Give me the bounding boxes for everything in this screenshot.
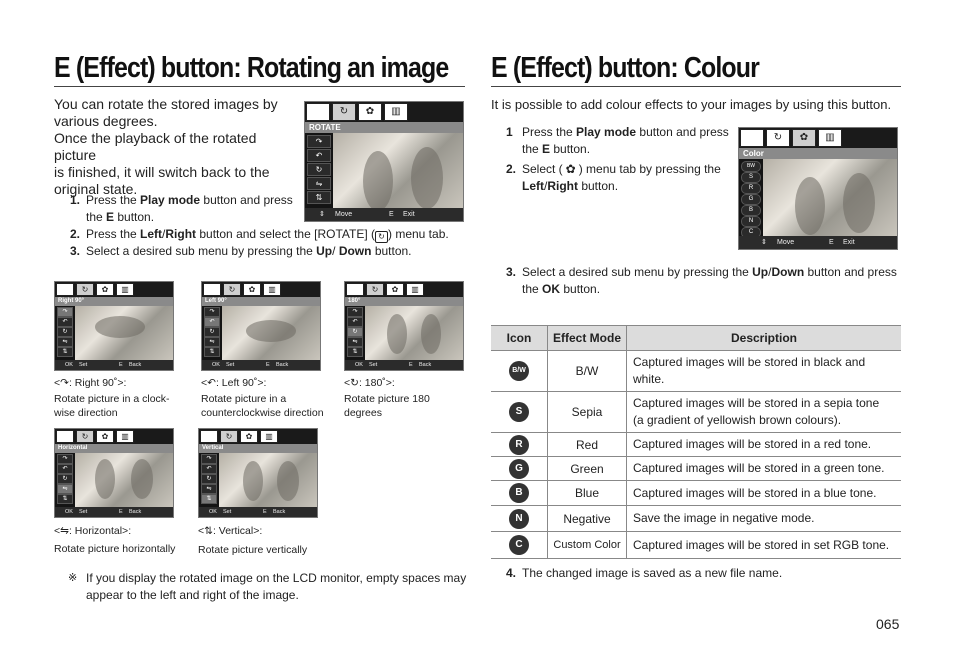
- right-90-icon[interactable]: ↷: [347, 307, 363, 317]
- sample-photo: [75, 453, 173, 507]
- vertical-flip-icon: ⇅: [204, 525, 213, 537]
- intro-line: You can rotate the stored images by: [54, 96, 278, 112]
- lcd-footer: OK Set E Back: [345, 360, 463, 370]
- page-number: 065: [876, 616, 900, 632]
- right-90-icon[interactable]: ↷: [57, 307, 73, 317]
- left-90-icon[interactable]: ↶: [57, 464, 73, 474]
- palette-tab-icon: ✿: [386, 283, 404, 296]
- description-cell: Save the image in negative mode.: [627, 506, 902, 532]
- intro-line: Once the playback of the rotated picture: [54, 130, 257, 163]
- lcd-footer: OK Set E Back: [199, 507, 317, 517]
- description-cell: Captured images will be stored in a green tone.: [627, 457, 902, 481]
- sample-photo: [365, 306, 463, 360]
- lcd-colour-menu: [738, 127, 898, 250]
- lcd-footer: [739, 236, 897, 249]
- exit-label: Exit: [403, 211, 415, 218]
- custom-color-icon: C: [509, 535, 529, 555]
- header-icon: Icon: [491, 326, 548, 351]
- palette-tab-icon: ✿: [358, 103, 382, 121]
- horizontal-flip-icon[interactable]: ⇋: [204, 337, 220, 347]
- lcd-tab-bar: [345, 282, 463, 297]
- photo-figure: [246, 320, 296, 342]
- intro-line: is finished, it will switch back to the: [54, 164, 270, 180]
- table-row: [491, 481, 901, 506]
- rotate-180-icon: ↻: [350, 377, 359, 389]
- rotate-180-icon[interactable]: ↻: [57, 327, 73, 337]
- rotate-step-3: 3. Select a desired sub menu by pressing the Up/ Down button.: [70, 244, 412, 258]
- lcd-tab-bar: [739, 128, 897, 148]
- menu-label: Horizontal: [55, 444, 173, 453]
- effect-mode-cell: Negative: [548, 506, 627, 532]
- right-90-icon[interactable]: ↷: [204, 307, 220, 317]
- lcd-tab-bar: [202, 282, 320, 297]
- lcd-tab-bar: [55, 282, 173, 297]
- adjust-tab-icon: ▥: [384, 103, 408, 121]
- palette-tab-icon: ✿: [96, 283, 114, 296]
- intro-line: original state.: [54, 181, 138, 197]
- photo-figure: [387, 314, 407, 354]
- horizontal-flip-icon[interactable]: ⇋: [57, 484, 73, 494]
- rotate-180-icon[interactable]: ↻: [307, 163, 331, 176]
- effect-mode-cell: B/W: [548, 351, 627, 392]
- size-tab-icon: [203, 283, 221, 296]
- table-row: [491, 433, 901, 457]
- lcd-footer: [305, 208, 463, 221]
- right-90-icon[interactable]: ↷: [307, 135, 331, 148]
- blue-icon: B: [509, 483, 529, 503]
- photo-figure: [421, 314, 441, 354]
- lcd-left-90: [201, 281, 321, 371]
- green-icon: G: [509, 459, 529, 479]
- table-header-row: [491, 326, 901, 351]
- description-cell: Captured images will be stored in a red tone.: [627, 433, 902, 457]
- palette-tab-icon: ✿: [243, 283, 261, 296]
- colour-step-2: 2. Select ( ✿ ) menu tab by pressing the Left/Right button.: [506, 162, 721, 193]
- horizontal-flip-icon[interactable]: ⇋: [201, 484, 217, 494]
- desc-right-90: Rotate picture in a clock- wise direction: [54, 393, 170, 419]
- horizontal-flip-icon[interactable]: ⇋: [347, 337, 363, 347]
- updown-icon: ⇕: [319, 211, 325, 218]
- exit-label: Exit: [843, 239, 855, 246]
- rotate-tab-icon: ↻: [76, 283, 94, 296]
- desc-left-90: Rotate picture in a counterclockwise direction: [201, 393, 324, 419]
- horizontal-flip-icon[interactable]: ⇋: [57, 337, 73, 347]
- photo-figure: [243, 461, 263, 501]
- sepia-icon: S: [509, 402, 529, 422]
- lcd-footer: OK Set E Back: [55, 507, 173, 517]
- red-icon[interactable]: R: [741, 183, 761, 194]
- updown-icon: ⇕: [761, 239, 767, 246]
- page-title-colour: E (Effect) button: Colour: [491, 52, 760, 84]
- green-icon[interactable]: G: [741, 194, 761, 205]
- size-tab-icon: [56, 430, 74, 443]
- title-rule-right: [491, 86, 901, 87]
- caption-right-90: <↷: Right 90˚>:: [54, 377, 127, 389]
- right-90-icon: ↷: [60, 377, 69, 389]
- table-row: [491, 457, 901, 481]
- rotate-tab-icon: ↻: [76, 430, 94, 443]
- menu-label: 180°: [345, 297, 463, 306]
- rotate-tab-icon: ↻: [366, 283, 384, 296]
- right-90-icon[interactable]: ↷: [57, 454, 73, 464]
- vertical-flip-icon[interactable]: ⇅: [57, 347, 73, 357]
- horizontal-flip-icon: ⇋: [60, 525, 69, 537]
- desc-horizontal: Rotate picture horizontally: [54, 543, 176, 555]
- rotate-tab-icon: ↻: [766, 129, 790, 147]
- colour-step-4: 4. The changed image is saved as a new file name.: [506, 566, 783, 580]
- left-90-icon[interactable]: ↶: [57, 317, 73, 327]
- left-90-icon: ↶: [207, 377, 216, 389]
- table-row: [491, 351, 901, 392]
- adjust-tab-icon: ▥: [116, 283, 134, 296]
- photo-figure: [795, 177, 825, 235]
- negative-icon[interactable]: N: [741, 216, 761, 227]
- rotate-180-icon[interactable]: ↻: [204, 327, 220, 337]
- sample-photo: [763, 159, 897, 236]
- vertical-flip-icon[interactable]: ⇅: [57, 494, 73, 504]
- adjust-tab-icon: ▥: [263, 283, 281, 296]
- page-title-rotate: E (Effect) button: Rotating an image: [54, 52, 449, 84]
- right-90-icon[interactable]: ↷: [201, 454, 217, 464]
- caption-180: <↻: 180˚>:: [344, 377, 395, 389]
- rotate-option-column: [305, 133, 333, 208]
- rotate-option-column: [345, 306, 365, 360]
- size-tab-icon: [346, 283, 364, 296]
- e-key-label: E: [829, 239, 834, 246]
- description-cell: Captured images will be stored in set RGB tone.: [627, 532, 902, 559]
- caption-left-90: <↶: Left 90˚>:: [201, 377, 267, 389]
- table-row: [491, 506, 901, 532]
- left-90-icon[interactable]: ↶: [201, 464, 217, 474]
- rotate-intro: [54, 96, 299, 198]
- photo-figure: [411, 147, 443, 209]
- photo-figure: [95, 459, 115, 499]
- caption-horizontal: <⇋: Horizontal>:: [54, 525, 132, 537]
- left-90-icon[interactable]: ↶: [204, 317, 220, 327]
- rotate-step-1: 1. Press the Play mode button and press the E button.: [70, 193, 293, 224]
- effect-mode-cell: Blue: [548, 481, 627, 506]
- custom-color-icon[interactable]: C: [741, 227, 761, 238]
- lcd-horizontal: [54, 428, 174, 518]
- table-row: [491, 392, 901, 433]
- e-key-label: E: [389, 211, 394, 218]
- lcd-footer: OK Set E Back: [55, 360, 173, 370]
- horizontal-flip-icon[interactable]: ⇋: [307, 177, 331, 190]
- palette-tab-icon: ✿: [792, 129, 816, 147]
- lcd-tab-bar: [199, 429, 317, 444]
- rotate-180-icon[interactable]: ↻: [201, 474, 217, 484]
- palette-tab-icon: ✿: [240, 430, 258, 443]
- adjust-tab-icon: ▥: [116, 430, 134, 443]
- lcd-tab-bar: [305, 102, 463, 122]
- menu-label: ROTATE: [305, 122, 463, 133]
- vertical-flip-icon[interactable]: ⇅: [201, 494, 217, 504]
- effect-mode-cell: Custom Color: [548, 532, 627, 559]
- desc-180: Rotate picture 180 degrees: [344, 393, 430, 419]
- menu-label: Vertical: [199, 444, 317, 453]
- left-90-icon[interactable]: ↶: [347, 317, 363, 327]
- description-cell: Captured images will be stored in a sepia tone (a gradient of yellowish brown colours).: [627, 392, 902, 433]
- bw-icon: B/W: [509, 361, 529, 381]
- palette-tab-icon: ✿: [96, 430, 114, 443]
- vertical-flip-icon[interactable]: ⇅: [307, 191, 331, 204]
- photo-figure: [363, 151, 393, 211]
- left-90-icon[interactable]: ↶: [307, 149, 331, 162]
- palette-icon: ✿: [565, 162, 576, 176]
- rotate-option-column: [55, 453, 75, 507]
- photo-figure: [95, 316, 145, 338]
- rotate-tab-icon: ↻: [332, 103, 356, 121]
- lcd-footer: OK Set E Back: [202, 360, 320, 370]
- sample-photo: [75, 306, 173, 360]
- rotate-option-column: [199, 453, 219, 507]
- vertical-flip-icon[interactable]: ⇅: [347, 347, 363, 357]
- adjust-tab-icon: ▥: [406, 283, 424, 296]
- size-tab-icon: [56, 283, 74, 296]
- lcd-right-90: [54, 281, 174, 371]
- adjust-tab-icon: ▥: [260, 430, 278, 443]
- header-description: Description: [627, 326, 902, 351]
- photo-figure: [277, 461, 299, 501]
- rotate-tab-icon: ↻: [223, 283, 241, 296]
- size-tab-icon: [200, 430, 218, 443]
- rotation-note: If you display the rotated image on the LCD monitor, empty spaces may appear to the left and right of the image.: [86, 571, 467, 602]
- sample-photo: [222, 306, 320, 360]
- photo-figure: [843, 173, 875, 233]
- sepia-icon[interactable]: S: [741, 172, 761, 183]
- lcd-tab-bar: [55, 429, 173, 444]
- colour-option-column: [739, 159, 763, 236]
- header-effect-mode: Effect Mode: [548, 326, 627, 351]
- menu-label: Color: [739, 148, 897, 159]
- note-mark: ※: [68, 572, 78, 584]
- description-cell: Captured images will be stored in a blue tone.: [627, 481, 902, 506]
- lcd-vertical: [198, 428, 318, 518]
- colour-step-3: 3. Select a desired sub menu by pressing the Up/Down button and press the OK button.: [506, 265, 897, 296]
- desc-vertical: Rotate picture vertically: [198, 544, 308, 556]
- title-rule-left: [54, 86, 465, 87]
- effect-mode-cell: Green: [548, 457, 627, 481]
- size-tab-icon: [740, 129, 764, 147]
- effect-mode-cell: Sepia: [548, 392, 627, 433]
- caption-vertical: <⇅: Vertical>:: [198, 525, 263, 537]
- lcd-rotate-menu: [304, 101, 464, 222]
- rotate-option-column: [202, 306, 222, 360]
- move-label: Move: [335, 211, 353, 218]
- rotate-180-icon[interactable]: ↻: [57, 474, 73, 484]
- negative-icon: N: [509, 509, 529, 529]
- move-label: Move: [777, 239, 795, 246]
- bw-icon[interactable]: BW: [741, 161, 761, 172]
- sample-photo: [333, 133, 463, 208]
- intro-line: various degrees.: [54, 113, 158, 129]
- rotate-step-2: 2. Press the Left/Right button and select the [ROTATE] ( ↻ ) menu tab.: [70, 227, 449, 241]
- table-row: [491, 532, 901, 559]
- colour-effects-table: [491, 325, 901, 559]
- rotate-180-icon[interactable]: ↻: [347, 327, 363, 337]
- menu-label: Left 90°: [202, 297, 320, 306]
- menu-label: Right 90°: [55, 297, 173, 306]
- red-icon: R: [509, 435, 529, 455]
- rotate-tab-icon: ↻: [375, 231, 388, 243]
- description-cell: Captured images will be stored in black and white.: [627, 351, 902, 392]
- effect-mode-cell: Red: [548, 433, 627, 457]
- colour-step-1: 1 Press the Play mode button and press the E button.: [506, 125, 729, 156]
- size-tab-icon: [306, 103, 330, 121]
- vertical-flip-icon[interactable]: ⇅: [204, 347, 220, 357]
- sample-photo: [219, 453, 317, 507]
- colour-intro: It is possible to add colour effects to your images by using this button.: [491, 97, 892, 112]
- rotate-tab-icon: ↻: [220, 430, 238, 443]
- blue-icon[interactable]: B: [741, 205, 761, 216]
- rotate-option-column: [55, 306, 75, 360]
- lcd-rotate-180: [344, 281, 464, 371]
- photo-figure: [131, 459, 153, 499]
- adjust-tab-icon: ▥: [818, 129, 842, 147]
